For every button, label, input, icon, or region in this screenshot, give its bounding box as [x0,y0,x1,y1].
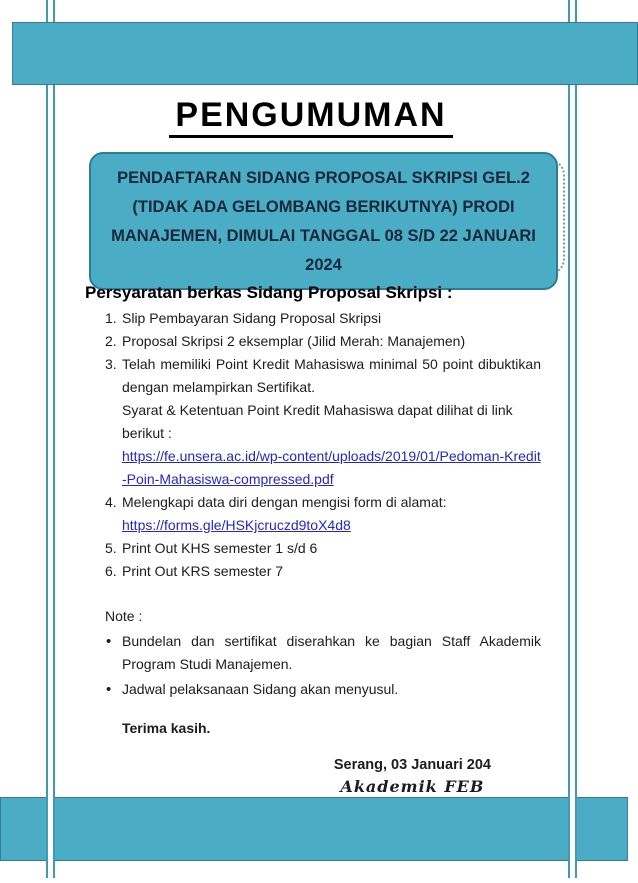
banner-line: (TIDAK ADA GELOMBANG BERIKUTNYA) PRODI [132,198,515,216]
requirement-item-3 [85,353,541,399]
announcement-banner-wrap [89,152,558,290]
document-body [85,283,541,797]
announcement-banner [89,152,558,290]
banner-line: MANAJEMEN, DIMULAI TANGGAL 08 S/D 22 JANUARI [111,227,536,245]
item-text: Proposal Skripsi 2 eksemplar (Jilid Merah: Manajemen) [122,333,466,349]
note-label: Note : [105,608,143,624]
item-number: 3. [105,356,117,372]
top-teal-bar [12,22,638,85]
signature-place-date: Serang, 03 Januari 204 [333,757,491,773]
requirement-item-5 [85,537,541,560]
signature-name: Akademik FEB [340,777,485,796]
banner-line: 2024 [305,256,342,274]
item-3-subtext: Syarat & Ketentuan Point Kredit Mahasiswa dapat dilihat di link berikut : [122,402,513,441]
requirement-item-6 [85,560,541,583]
bullet-text: • Bundelan dan sertifikat diserahkan ke bagian Staff Akademik Program Studi Manajemen. [122,633,541,672]
item-number: 5. [105,540,117,556]
requirement-item-4 [85,491,541,514]
kredit-poin-link[interactable]: https://fe.unsera.ac.id/wp-content/uploads/2019/01/Pedoman-Kredit-Poin-Mahasiswa-compressed.pdf [122,448,541,487]
item-text: Print Out KRS semester 7 [122,563,284,579]
registration-form-link[interactable]: https://forms.gle/HSKjcruczd9toX4d8 [122,517,351,533]
item-number: 2. [105,333,117,349]
item-text: Telah memiliki Point Kredit Mahasiswa minimal 50 point dibuktikan dengan melampirkan Sertifikat. [122,356,541,395]
note-bullet-1 [85,630,541,676]
item-number: 1. [105,310,117,326]
item-text: Slip Pembayaran Sidang Proposal Skripsi [122,310,382,326]
title-area [0,97,622,138]
item-text: Print Out KHS semester 1 s/d 6 [122,540,318,556]
banner-line: PENDAFTARAN SIDANG PROPOSAL SKRIPSI GEL.2 [117,169,530,187]
page-title: PENGUMUMAN [169,97,452,138]
item-text: Melengkapi data diri dengan mengisi form di alamat: [122,494,447,510]
item-number: 6. [105,563,117,579]
note-bullet-2 [85,678,541,701]
requirement-item-1 [85,307,541,330]
requirement-item-2 [85,330,541,353]
bullet-text: • Jadwal pelaksanaan Sidang akan menyusul. [122,681,399,697]
item-number: 4. [105,494,117,510]
closing-text: Terima kasih. [122,720,211,736]
signature-block [334,754,491,797]
requirements-heading: Persyaratan berkas Sidang Proposal Skripsi : [85,283,453,302]
bottom-teal-bar [0,797,628,861]
